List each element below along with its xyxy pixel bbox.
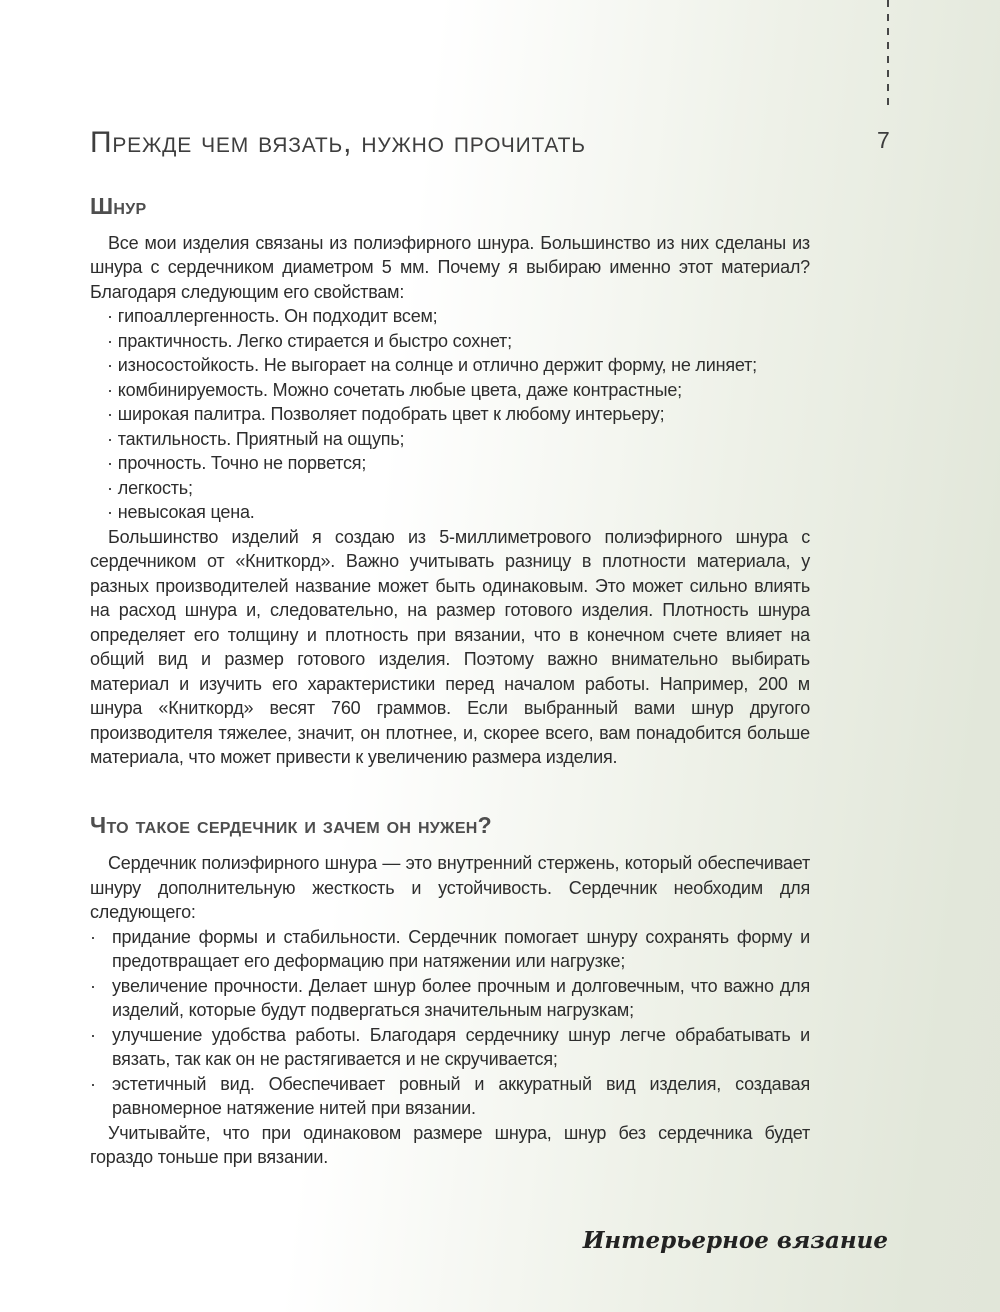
list-item-text: невысокая цена. (117, 502, 255, 523)
core-purposes-list (90, 925, 810, 1121)
section-cord-heading: Шнур (90, 193, 147, 219)
list-item (90, 974, 810, 1023)
list-item (90, 427, 810, 452)
bullet-icon: · (90, 1024, 96, 1045)
section-core-heading: Что такое сердечник и зачем он нужен? (90, 811, 492, 838)
list-item-text: широкая палитра. Позволяет подобрать цвет к любому интерьеру; (117, 404, 665, 425)
list-item (90, 1072, 810, 1121)
list-item (90, 402, 810, 427)
section-cord-intro-paragraph: Все мои изделия связаны из полиэфирного шнура. Большинство из них сделаны из шнура с сердечником диаметром 5 мм. Почему я выбираю именно этот материал? Благодаря следующим его свойствам: (90, 232, 810, 302)
bullet-icon: · (107, 453, 113, 474)
list-item-text: тактильность. Приятный на ощупь; (117, 428, 405, 449)
list-item-text: износостойкость. Не выгорает на солнце и отлично держит форму, не линяет; (117, 355, 757, 376)
list-item (90, 451, 810, 476)
list-item (90, 329, 810, 354)
list-item (90, 500, 810, 525)
section-core-intro-paragraph: Сердечник полиэфирного шнура — это внутренний стержень, который обеспечивает шнуру дополнительную жесткость и устойчивость. Сердечник необходим для следующего: (90, 853, 810, 923)
list-item-text: увеличение прочности. Делает шнур более прочным и долговечным, что важно для изделий, которые будут подвергаться значительным нагрузкам; (112, 975, 810, 1021)
list-item-text: улучшение удобства работы. Благодаря сердечнику шнур легче обрабатывать и вязать, так как он не растягивается и не скручивается; (112, 1024, 810, 1070)
section-cord (90, 193, 810, 770)
list-item (90, 304, 810, 329)
bullet-icon: · (107, 379, 113, 400)
bullet-icon: · (107, 428, 113, 449)
bullet-icon: · (107, 502, 113, 523)
list-item (90, 925, 810, 974)
list-item-text: эстетичный вид. Обеспечивает ровный и аккуратный вид изделия, создавая равномерное натяжение нитей при вязании. (112, 1073, 810, 1119)
list-item-text: придание формы и стабильности. Сердечник помогает шнуру сохранять форму и предотвращает его деформацию при натяжении или нагрузке; (112, 926, 810, 972)
bullet-icon: · (107, 306, 113, 327)
list-item (90, 1023, 810, 1072)
cord-properties-list (90, 304, 810, 525)
list-item-text: комбинируемость. Можно сочетать любые цвета, даже контрастные; (117, 379, 682, 400)
page-number: 7 (877, 127, 890, 153)
section-cord-outro-paragraph: Большинство изделий я создаю из 5-миллиметрового полиэфирного шнура с сердечником от «Книткорд». Важно учитывать разницу в плотности материала, у разных производителей название может быть одинаковым. Это может сильно влиять на расход шнура и, следовательно, на размер готового изделия. Плотность шнура определяет его толщину и плотность при вязании, что в конечном счете влияет на общий вид и размер готового изделия. Поэтому важно внимательно выбирать материал и изучить его характеристики перед началом работы. Например, 200 м шнура «Книткорд» весят 760 граммов. Если выбранный вами шнур другого производителя тяжелее, значит, он плотнее, и, скорее всего, вам понадобится больше материала, что может привести к увеличению размера изделия. (90, 526, 810, 768)
footer-book-title: Интерьерное вязание (582, 1227, 888, 1254)
section-core-outro-paragraph: Учитывайте, что при одинаковом размере шнура, шнур без сердечника будет гораздо тоньше при вязании. (90, 1122, 810, 1168)
bullet-icon: · (107, 355, 113, 376)
list-item (90, 378, 810, 403)
bullet-icon: · (107, 477, 113, 498)
bullet-icon: · (90, 926, 96, 947)
page-title: Прежде чем вязать, нужно прочитать (90, 126, 586, 159)
list-item (90, 353, 810, 378)
list-item (90, 476, 810, 501)
bullet-icon: · (90, 975, 96, 996)
bullet-icon: · (90, 1073, 96, 1094)
list-item-text: гипоаллергенность. Он подходит всем; (117, 306, 438, 327)
section-core (90, 812, 810, 1170)
bullet-icon: · (107, 404, 113, 425)
list-item-text: практичность. Легко стирается и быстро сохнет; (117, 330, 512, 351)
list-item-text: легкость; (117, 477, 193, 498)
bullet-icon: · (107, 330, 113, 351)
list-item-text: прочность. Точно не порвется; (117, 453, 367, 474)
dashed-crop-mark (887, 0, 889, 112)
